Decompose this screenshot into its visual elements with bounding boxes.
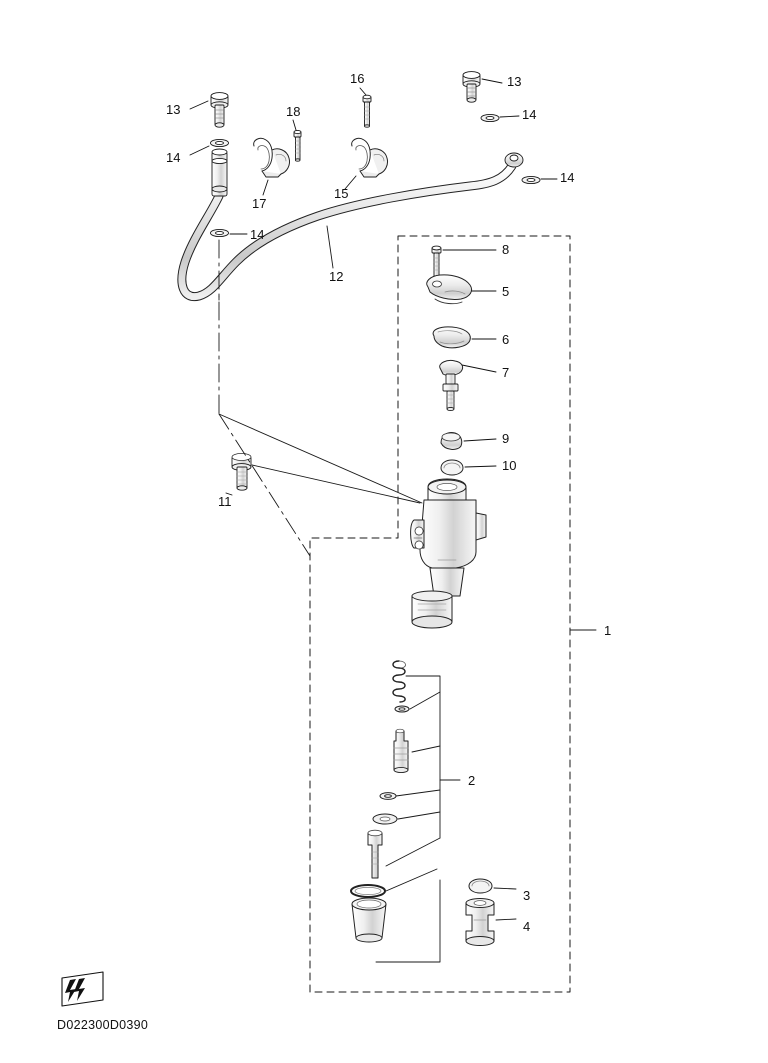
- part-18-bolt: [293, 120, 301, 161]
- callout-14-left-lower: 14: [250, 227, 265, 242]
- part-16-bolt: [360, 88, 371, 127]
- hose-right-fitting: [505, 153, 523, 167]
- part-11-bolt: [226, 453, 251, 495]
- part-14-washer-right-lower: [522, 176, 557, 183]
- callout-13-left: 13: [166, 102, 181, 117]
- callout-14-left-upper: 14: [166, 150, 181, 165]
- callout-13-right: 13: [507, 74, 522, 89]
- part-9-dust-cap: [441, 432, 496, 449]
- part-5-hose-guide: [427, 275, 496, 304]
- callout-14-right-lower: 14: [560, 170, 575, 185]
- callout-2: 2: [468, 773, 476, 788]
- callout-6: 6: [502, 332, 510, 347]
- callout-17: 17: [252, 196, 267, 211]
- callout-12: 12: [329, 269, 344, 284]
- callout-18: 18: [286, 104, 301, 119]
- callout-11: 11: [218, 494, 232, 509]
- callout-14-right-upper: 14: [522, 107, 537, 122]
- part-2-push-rod: [368, 830, 382, 878]
- part-2-spring: [393, 661, 406, 702]
- callout-10: 10: [502, 458, 517, 473]
- part-13-left-union-bolt: [190, 93, 228, 128]
- part-15-hose-clamp: [345, 138, 388, 189]
- callout-9: 9: [502, 431, 510, 446]
- part-2-piston: [394, 729, 408, 772]
- part-4-joint: [466, 899, 516, 946]
- callout-3: 3: [523, 888, 531, 903]
- centerline: [219, 240, 310, 556]
- callout-7: 7: [502, 365, 510, 380]
- part-13-right-union-bolt: [463, 72, 502, 103]
- part-8-bolt: [432, 246, 496, 278]
- callout-1: 1: [604, 623, 612, 638]
- hose-upper-fitting: [212, 149, 227, 196]
- master-cylinder-body: [411, 479, 486, 628]
- part-2-boot-cup: [352, 898, 386, 942]
- part-2-washer-upper: [395, 706, 409, 712]
- part-2-oring-small: [380, 793, 396, 800]
- fwd-symbol: [62, 972, 103, 1006]
- part-10-circlip: [441, 460, 496, 475]
- callout-5: 5: [502, 284, 510, 299]
- part-14-washer-right-upper: [481, 114, 519, 121]
- callout-8: 8: [502, 242, 510, 257]
- part-2-oring-large: [351, 885, 385, 897]
- part-6-boot: [433, 327, 496, 348]
- callout-4: 4: [523, 919, 531, 934]
- callout-15: 15: [334, 186, 349, 201]
- part-3-clip: [469, 879, 516, 893]
- part-7-bleed-screw: [440, 360, 496, 410]
- diagram-part-code: D022300D0390: [57, 1018, 149, 1032]
- part-14-washer-left-lower: [211, 229, 248, 236]
- part-17-hose-clamp: [254, 138, 290, 195]
- callout-16: 16: [350, 71, 365, 86]
- part-2-cup-seal: [373, 814, 397, 824]
